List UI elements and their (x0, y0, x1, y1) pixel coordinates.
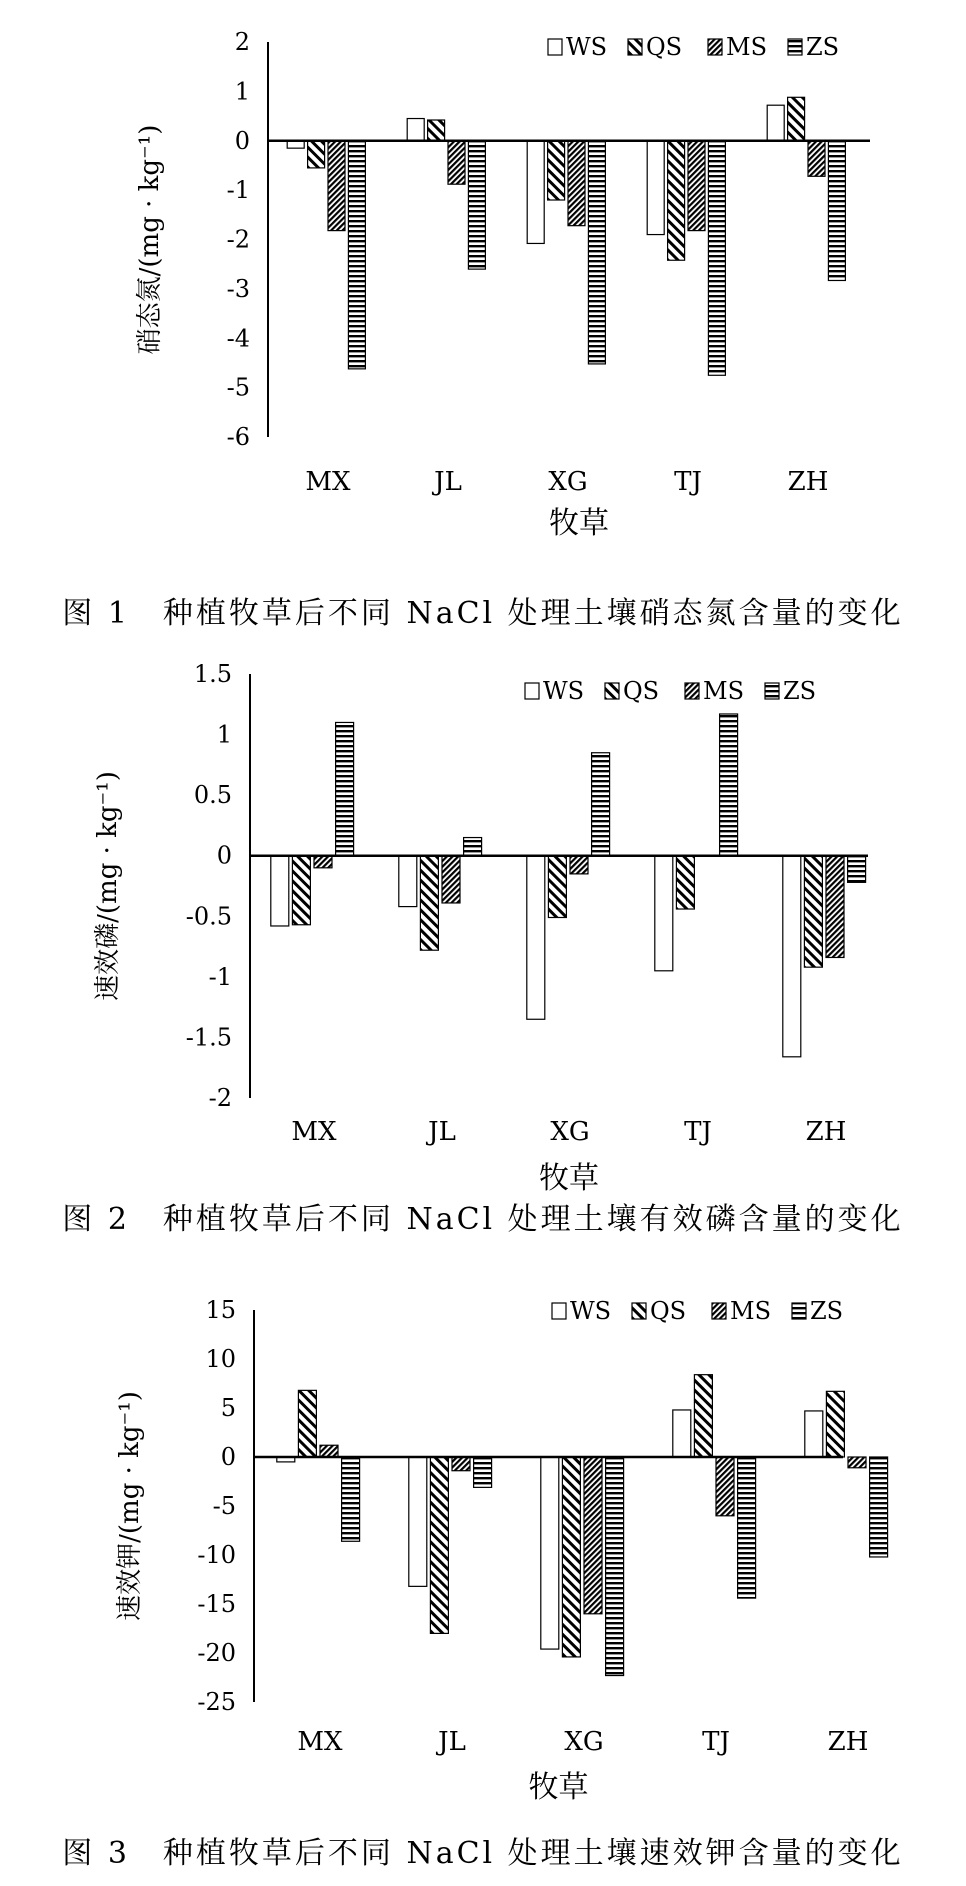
bar-zs-jl (468, 141, 485, 269)
y-tick-label: 5 (220, 1394, 236, 1422)
bar-ws-xg (541, 1457, 559, 1649)
x-category-label: XG (548, 467, 588, 497)
y-tick-label: 1 (234, 77, 250, 106)
legend-label-zs: ZS (810, 1297, 844, 1325)
legend-swatch-ws (552, 1303, 566, 1319)
y-tick-label: -1 (226, 176, 250, 205)
bar-ws-mx (271, 856, 289, 926)
bar-qs-xg (548, 141, 565, 200)
legend-label-ws: WS (570, 1297, 612, 1325)
y-tick-label: 15 (205, 1296, 236, 1324)
y-tick-label: -4 (226, 324, 250, 353)
y-tick-label: -20 (197, 1639, 236, 1667)
bar-qs-zh (826, 1391, 844, 1457)
bar-ms-jl (452, 1457, 470, 1471)
y-axis-label: 速效磷/(mg · kg⁻¹) (93, 771, 123, 1001)
bar-zs-zh (870, 1457, 888, 1557)
y-tick-label: -5 (226, 373, 250, 402)
y-tick-label: 0 (220, 1443, 236, 1471)
bar-zs-mx (348, 141, 365, 369)
y-tick-label: 1 (216, 720, 232, 749)
chart-panel-2 (0, 640, 966, 1260)
bar-qs-zh (804, 856, 822, 967)
bar-ws-tj (655, 856, 673, 971)
y-tick-label: 2 (234, 28, 250, 56)
y-axis-label: 速效钾/(mg · kg⁻¹) (115, 1391, 145, 1621)
bar-qs-zh (788, 97, 805, 140)
available-potassium-chart (0, 1262, 966, 1822)
bar-ws-jl (407, 119, 424, 141)
bar-ws-zh (767, 105, 784, 141)
bar-zs-tj (708, 141, 725, 376)
figure-caption-1: 图 1 种植牧草后不同 NaCl 处理土壤硝态氮含量的变化 (62, 596, 904, 631)
bar-zs-tj (738, 1457, 756, 1598)
x-category-label: TJ (702, 1727, 730, 1757)
bar-zs-zh (848, 856, 866, 883)
x-category-label: TJ (674, 467, 702, 497)
legend-swatch-qs (605, 683, 619, 699)
bar-zs-xg (592, 753, 610, 856)
bar-zs-zh (828, 141, 845, 281)
x-category-label: JL (438, 1727, 466, 1757)
bar-ms-zh (848, 1457, 866, 1468)
y-tick-label: -1 (208, 962, 232, 991)
y-tick-label: 10 (205, 1345, 236, 1373)
bar-qs-jl (428, 120, 445, 141)
y-tick-label: -25 (197, 1688, 236, 1716)
bar-ms-zh (808, 141, 825, 177)
bar-zs-tj (720, 714, 738, 856)
bar-ws-xg (527, 141, 544, 244)
chart-panel-1 (0, 0, 966, 631)
legend-swatch-zs (765, 683, 779, 699)
y-tick-label: -6 (226, 423, 250, 451)
bar-qs-xg (548, 856, 566, 918)
y-tick-label: -2 (208, 1084, 232, 1112)
bar-qs-mx (298, 1390, 316, 1457)
bar-qs-xg (562, 1457, 580, 1657)
legend-label-qs: QS (650, 1297, 687, 1325)
y-tick-label: -1.5 (185, 1023, 232, 1052)
legend-swatch-ws (548, 39, 562, 55)
legend-swatch-qs (628, 39, 642, 55)
legend-label-zs: ZS (806, 33, 840, 61)
bar-ws-jl (409, 1457, 427, 1586)
x-axis-label: 牧草 (539, 1161, 599, 1196)
legend-label-zs: ZS (783, 677, 817, 705)
legend-swatch-ms (708, 39, 722, 55)
bar-ms-mx (314, 856, 332, 868)
bar-zs-jl (464, 838, 482, 856)
bar-qs-mx (308, 141, 325, 168)
bar-ws-jl (399, 856, 417, 907)
bar-zs-xg (588, 141, 605, 364)
x-category-label: MX (291, 1117, 337, 1147)
x-category-label: MX (305, 467, 351, 497)
legend-label-ws: WS (566, 33, 608, 61)
legend-swatch-ms (712, 1303, 726, 1319)
y-axis-label: 硝态氮/(mg · kg⁻¹) (135, 124, 165, 355)
y-tick-label: 0 (216, 841, 232, 870)
bar-zs-mx (336, 722, 354, 855)
bar-ms-tj (716, 1457, 734, 1516)
x-category-label: ZH (787, 467, 829, 497)
bar-ms-mx (328, 141, 345, 231)
y-tick-label: -3 (226, 274, 250, 303)
x-category-label: ZH (827, 1727, 869, 1757)
bar-ws-tj (647, 141, 664, 235)
bar-ms-xg (570, 856, 588, 874)
x-category-label: JL (428, 1117, 456, 1147)
bar-zs-xg (606, 1457, 624, 1676)
legend-label-ms: MS (726, 33, 768, 61)
bar-qs-tj (668, 141, 685, 260)
y-tick-label: -0.5 (185, 902, 232, 931)
figure-caption-2: 图 2 种植牧草后不同 NaCl 处理土壤有效磷含量的变化 (62, 1202, 904, 1237)
bar-ws-zh (783, 856, 801, 1057)
x-axis-label: 牧草 (528, 1770, 589, 1805)
y-tick-label: -5 (212, 1492, 236, 1520)
available-phosphorus-chart (0, 640, 966, 1200)
chart-panel-3 (0, 1262, 966, 1886)
figure-caption-3: 图 3 种植牧草后不同 NaCl 处理土壤速效钾含量的变化 (62, 1836, 904, 1871)
bar-qs-tj (676, 856, 694, 909)
x-category-label: XG (550, 1117, 590, 1147)
bar-ms-xg (568, 141, 585, 226)
x-category-label: JL (434, 467, 462, 497)
legend-swatch-ms (685, 683, 699, 699)
bar-qs-jl (430, 1457, 448, 1633)
legend-label-qs: QS (623, 677, 660, 705)
legend-swatch-zs (792, 1303, 806, 1319)
bar-ms-mx (320, 1445, 338, 1457)
bar-ms-jl (448, 141, 465, 184)
bar-qs-tj (694, 1375, 712, 1457)
x-category-label: TJ (684, 1117, 712, 1147)
y-tick-label: -2 (226, 225, 250, 254)
x-category-label: MX (297, 1727, 343, 1757)
x-axis-label: 牧草 (549, 506, 609, 541)
nitrate-nitrogen-chart (0, 0, 966, 560)
bar-ws-xg (527, 856, 545, 1020)
y-tick-label: -10 (197, 1541, 236, 1569)
y-tick-label: 0 (234, 126, 250, 155)
bar-zs-jl (474, 1457, 492, 1487)
bar-ws-zh (805, 1411, 823, 1457)
bar-ms-jl (442, 856, 460, 903)
legend-swatch-ws (525, 683, 539, 699)
legend-label-ms: MS (730, 1297, 772, 1325)
bar-ws-tj (673, 1410, 691, 1457)
bar-ms-tj (688, 141, 705, 231)
legend-label-ms: MS (703, 677, 745, 705)
y-tick-label: 1.5 (193, 660, 232, 688)
x-category-label: XG (564, 1727, 604, 1757)
legend-swatch-zs (788, 39, 802, 55)
legend-swatch-qs (632, 1303, 646, 1319)
bar-zs-mx (342, 1457, 360, 1541)
bar-qs-mx (292, 856, 310, 925)
bar-qs-jl (420, 856, 438, 950)
x-category-label: ZH (805, 1117, 847, 1147)
bar-ms-zh (826, 856, 844, 958)
y-tick-label: 0.5 (193, 781, 232, 810)
legend-label-qs: QS (646, 33, 683, 61)
legend-label-ws: WS (543, 677, 585, 705)
bar-ms-xg (584, 1457, 602, 1614)
y-tick-label: -15 (197, 1590, 236, 1618)
